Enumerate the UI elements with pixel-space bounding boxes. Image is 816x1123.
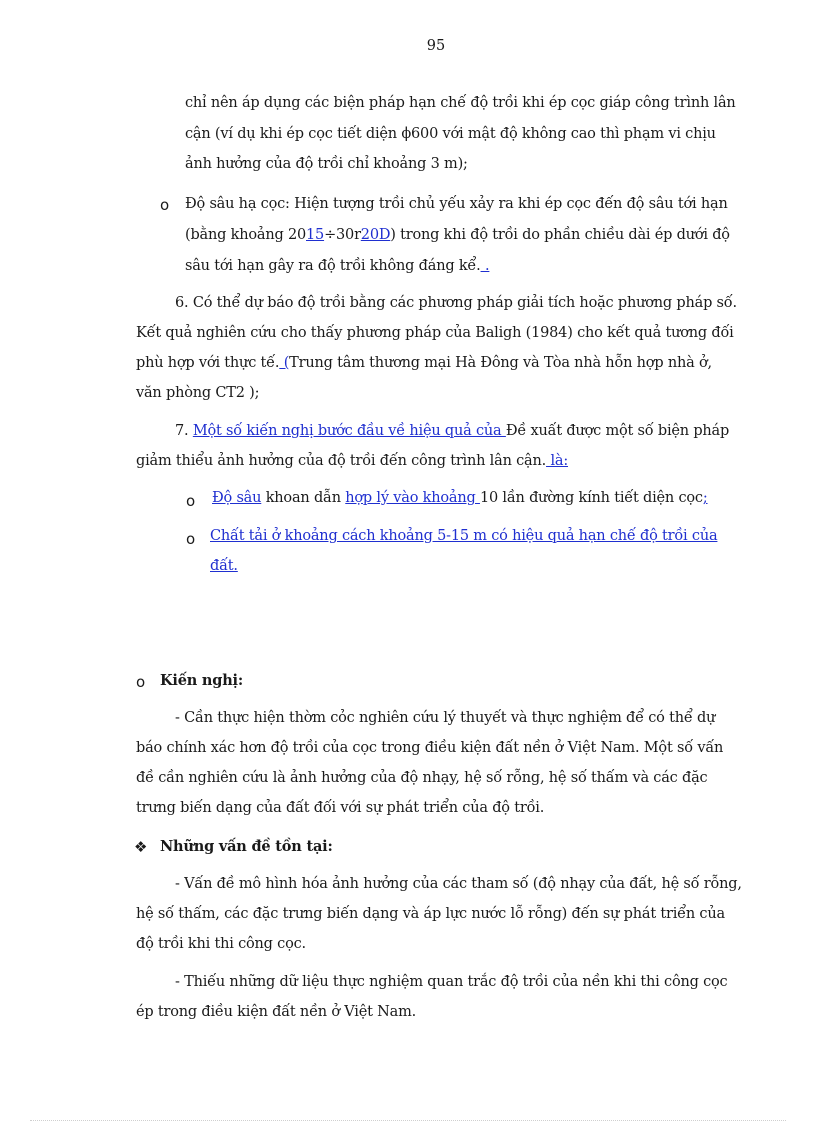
tracked-change-link[interactable]: ; xyxy=(702,490,708,506)
tracked-change-link[interactable]: đất. xyxy=(210,558,238,574)
paragraph-line: đề cần nghiên cứu là ảnh hưởng của độ nhạy, hệ số rỗng, hệ số thấm và các đặc xyxy=(136,770,708,786)
page-bottom-divider xyxy=(30,1120,786,1121)
tracked-change-link[interactable]: . xyxy=(480,258,490,274)
tracked-change-link[interactable]: 20D xyxy=(360,227,391,243)
tracked-change-link[interactable]: 15 xyxy=(306,227,325,243)
bullet-line: (bằng khoảng 2015÷30r20D) trong khi độ trồi do phần chiều dài ép dưới độ xyxy=(185,227,730,243)
paragraph-line: - Vấn đề mô hình hóa ảnh hưởng của các tham số (độ nhạy của đất, hệ số rỗng, xyxy=(175,876,742,892)
bullet-marker: o xyxy=(186,492,196,510)
paragraph-line: độ trồi khi thi công cọc. xyxy=(136,936,306,952)
paragraph-line: ép trong điều kiện đất nền ở Việt Nam. xyxy=(136,1004,417,1020)
tracked-change-link[interactable]: Chất tải ở khoảng cách khoảng 5-15 m có hiệu quả hạn chế độ trồi của xyxy=(210,528,718,544)
paragraph-line: hệ số thấm, các đặc trưng biến dạng và áp lực nước lỗ rỗng) đến sự phát triển của xyxy=(136,906,725,922)
item-6-line: phù hợp với thực tế. (Trung tâm thương mại Hà Đông và Tòa nhà hỗn hợp nhà ở, xyxy=(136,355,712,371)
bullet-line: sâu tới hạn gây ra độ trồi không đáng kể. . xyxy=(185,258,490,274)
bullet-line: Độ sâu hạ cọc: Hiện tượng trồi chủ yếu xảy ra khi ép cọc đến độ sâu tới hạn xyxy=(185,196,728,212)
bullet-marker: o xyxy=(186,530,196,548)
page-number: 95 xyxy=(426,38,446,54)
section-heading: Kiến nghị: xyxy=(160,672,244,689)
diamond-bullet-icon: ❖ xyxy=(134,838,148,856)
item-6-line: 6. Có thể dự báo độ trồi bằng các phương pháp giải tích hoặc phương pháp số. xyxy=(175,295,737,311)
item-6-line: Kết quả nghiên cứu cho thấy phương pháp của Baligh (1984) cho kết quả tương đối xyxy=(136,325,734,341)
bullet-marker: o xyxy=(136,673,146,691)
paragraph-line: - Cần thực hiện thờm cỏc nghiên cứu lý thuyết và thực nghiệm để có thể dự xyxy=(175,710,716,726)
paragraph-line: - Thiếu những dữ liệu thực nghiệm quan trắc độ trồi của nền khi thi công cọc xyxy=(175,974,728,990)
paragraph-line: báo chính xác hơn độ trồi của cọc trong điều kiện đất nền ở Việt Nam. Một số vấn xyxy=(136,740,724,756)
tracked-change-link[interactable]: hợp lý vào khoảng xyxy=(345,490,480,506)
section-heading: Những vấn đề tồn tại: xyxy=(160,838,333,855)
item-7-line: 7. Một số kiến nghị bước đầu về hiệu quả của Đề xuất được một số biện pháp xyxy=(175,423,730,439)
item-6-line: văn phòng CT2 ); xyxy=(136,385,260,401)
tracked-change-link[interactable]: Một số kiến nghị bước đầu về hiệu quả của xyxy=(192,423,506,439)
sub-bullet-line: Độ sâu khoan dẫn hợp lý vào khoảng 10 lần đường kính tiết diện cọc; xyxy=(212,490,708,506)
paragraph-line: chỉ nên áp dụng các biện pháp hạn chế độ trồi khi ép cọc giáp công trình lân xyxy=(185,95,736,111)
paragraph-line: trưng biến dạng của đất đối với sự phát triển của độ trồi. xyxy=(136,800,545,816)
paragraph-line: ảnh hưởng của độ trồi chỉ khoảng 3 m); xyxy=(185,156,468,172)
paragraph-line: cận (ví dụ khi ép cọc tiết diện ϕ600 với mật độ không cao thì phạm vi chịu xyxy=(185,126,716,142)
tracked-change-link[interactable]: Độ sâu xyxy=(212,490,262,506)
tracked-change-link[interactable]: là: xyxy=(546,453,569,469)
tracked-change-link[interactable]: ( xyxy=(279,355,290,371)
bullet-marker: o xyxy=(160,196,170,214)
item-7-line: giảm thiểu ảnh hưởng của độ trồi đến công trình lân cận. là: xyxy=(136,453,569,469)
